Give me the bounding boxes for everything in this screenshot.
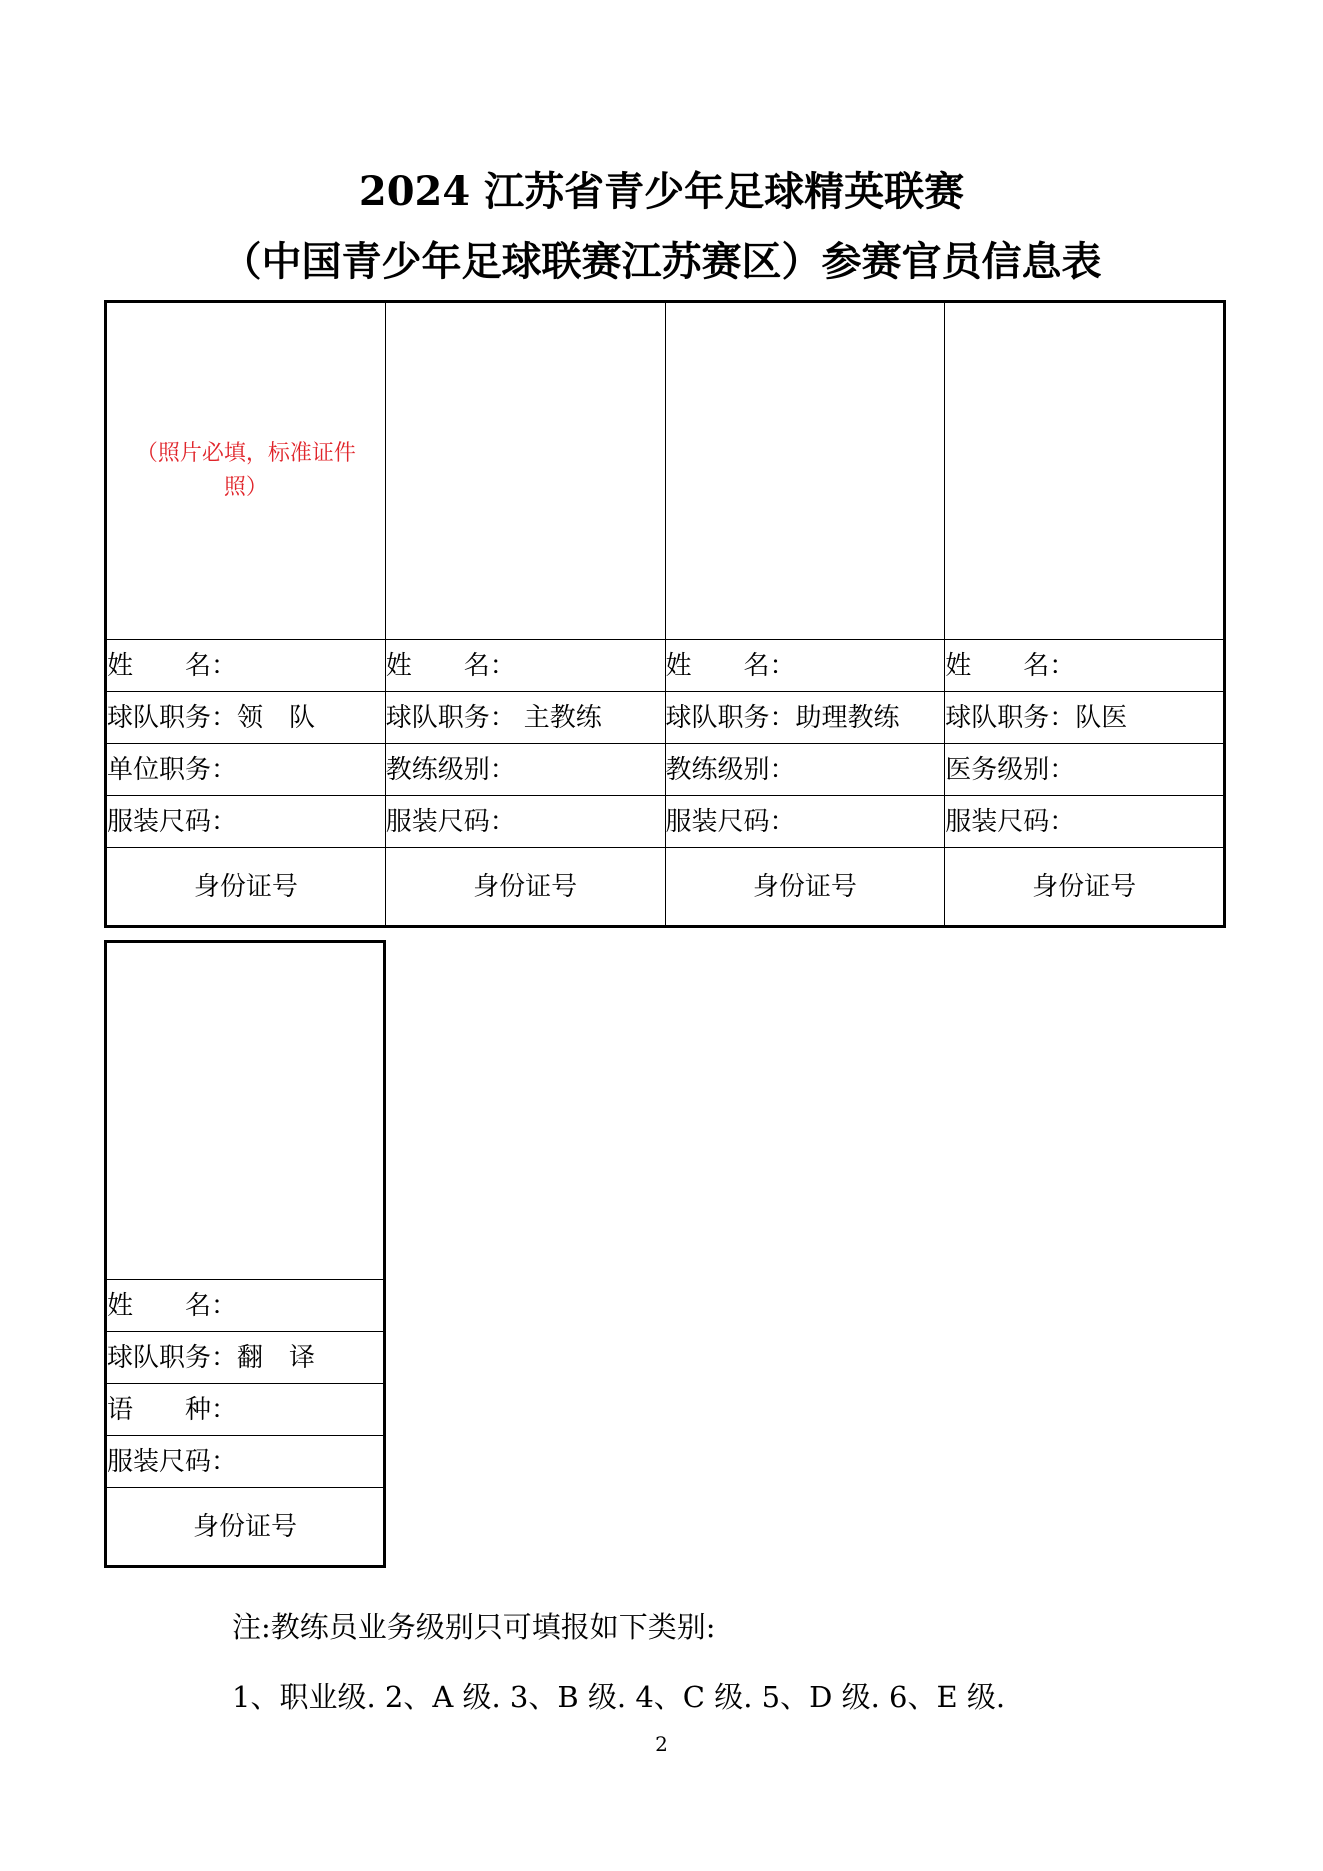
- page-title-line-1: 2024 江苏省青少年足球精英联赛: [358, 168, 965, 215]
- role-label: 球队职务：: [107, 702, 238, 733]
- id-cell-team-doctor[interactable]: [945, 848, 1225, 927]
- role-cell-assistant-coach: [665, 692, 945, 744]
- id-cell-translator[interactable]: [106, 1488, 385, 1567]
- level-cell-assistant-coach[interactable]: [665, 744, 945, 796]
- id-cell-leader[interactable]: [106, 848, 386, 927]
- role-cell-team-doctor: [945, 692, 1225, 744]
- coach-level-label: 教练级别：: [385, 754, 516, 785]
- language-label: 语 种：: [107, 1394, 238, 1425]
- name-cell-head-coach[interactable]: [385, 640, 665, 692]
- role-value: 主教练: [523, 702, 602, 733]
- role-label: 球队职务：: [385, 702, 516, 733]
- size-cell-head-coach[interactable]: [385, 796, 665, 848]
- name-label: 姓 名：: [107, 650, 238, 681]
- role-value: 助理教练: [795, 702, 900, 733]
- photo-box-leader[interactable]: [106, 302, 386, 640]
- role-value: 翻 译: [237, 1342, 316, 1373]
- size-cell-team-doctor[interactable]: [945, 796, 1225, 848]
- role-label: 球队职务：: [665, 702, 796, 733]
- level-cell-team-doctor[interactable]: [945, 744, 1225, 796]
- role-label: 球队职务：: [945, 702, 1076, 733]
- coach-level-label: 教练级别：: [665, 754, 796, 785]
- id-label: 身份证号: [473, 871, 578, 902]
- position-cell-leader[interactable]: [106, 744, 386, 796]
- officials-table: [104, 300, 1226, 928]
- name-cell-assistant-coach[interactable]: [665, 640, 945, 692]
- role-label: 球队职务：: [107, 1342, 238, 1373]
- size-label: 服装尺码：: [107, 1446, 238, 1477]
- size-label: 服装尺码：: [107, 806, 238, 837]
- level-cell-head-coach[interactable]: [385, 744, 665, 796]
- size-cell-assistant-coach[interactable]: [665, 796, 945, 848]
- medical-level-label: 医务级别：: [945, 754, 1076, 785]
- note-line-1: 注:教练员业务级别只可填报如下类别:: [232, 1610, 716, 1644]
- name-label: 姓 名：: [945, 650, 1076, 681]
- name-label: 姓 名：: [107, 1290, 238, 1321]
- name-cell-team-doctor[interactable]: [945, 640, 1225, 692]
- size-label: 服装尺码：: [665, 806, 796, 837]
- role-cell-leader: [106, 692, 386, 744]
- id-label: 身份证号: [193, 871, 298, 902]
- size-cell-leader[interactable]: [106, 796, 386, 848]
- size-label: 服装尺码：: [945, 806, 1076, 837]
- name-cell-leader[interactable]: [106, 640, 386, 692]
- role-cell-head-coach: [385, 692, 665, 744]
- translator-table: [104, 940, 386, 1568]
- id-label: 身份证号: [1032, 871, 1137, 902]
- size-label: 服装尺码：: [385, 806, 516, 837]
- unit-position-label: 单位职务：: [107, 754, 238, 785]
- name-label: 姓 名：: [665, 650, 796, 681]
- name-cell-translator[interactable]: [106, 1280, 385, 1332]
- photo-box-translator[interactable]: [106, 942, 385, 1280]
- role-value: 领 队: [237, 702, 316, 733]
- role-value: 队医: [1075, 702, 1128, 733]
- note-line-2: 1、职业级. 2、A 级. 3、B 级. 4、C 级. 5、D 级. 6、E 级.: [232, 1680, 1006, 1714]
- size-cell-translator[interactable]: [106, 1436, 385, 1488]
- name-label: 姓 名：: [385, 650, 516, 681]
- id-cell-head-coach[interactable]: [385, 848, 665, 927]
- id-label: 身份证号: [752, 871, 857, 902]
- photo-note: （照片必填，标准证件照）: [135, 441, 356, 500]
- photo-box-assistant-coach[interactable]: [665, 302, 945, 640]
- language-cell-translator[interactable]: [106, 1384, 385, 1436]
- photo-box-team-doctor[interactable]: [945, 302, 1225, 640]
- role-cell-translator: [106, 1332, 385, 1384]
- photo-box-head-coach[interactable]: [385, 302, 665, 640]
- id-label: 身份证号: [192, 1511, 297, 1542]
- id-cell-assistant-coach[interactable]: [665, 848, 945, 927]
- page-number: 2: [655, 1732, 668, 1756]
- page-title-line-2: （中国青少年足球联赛江苏赛区）参赛官员信息表: [221, 238, 1102, 285]
